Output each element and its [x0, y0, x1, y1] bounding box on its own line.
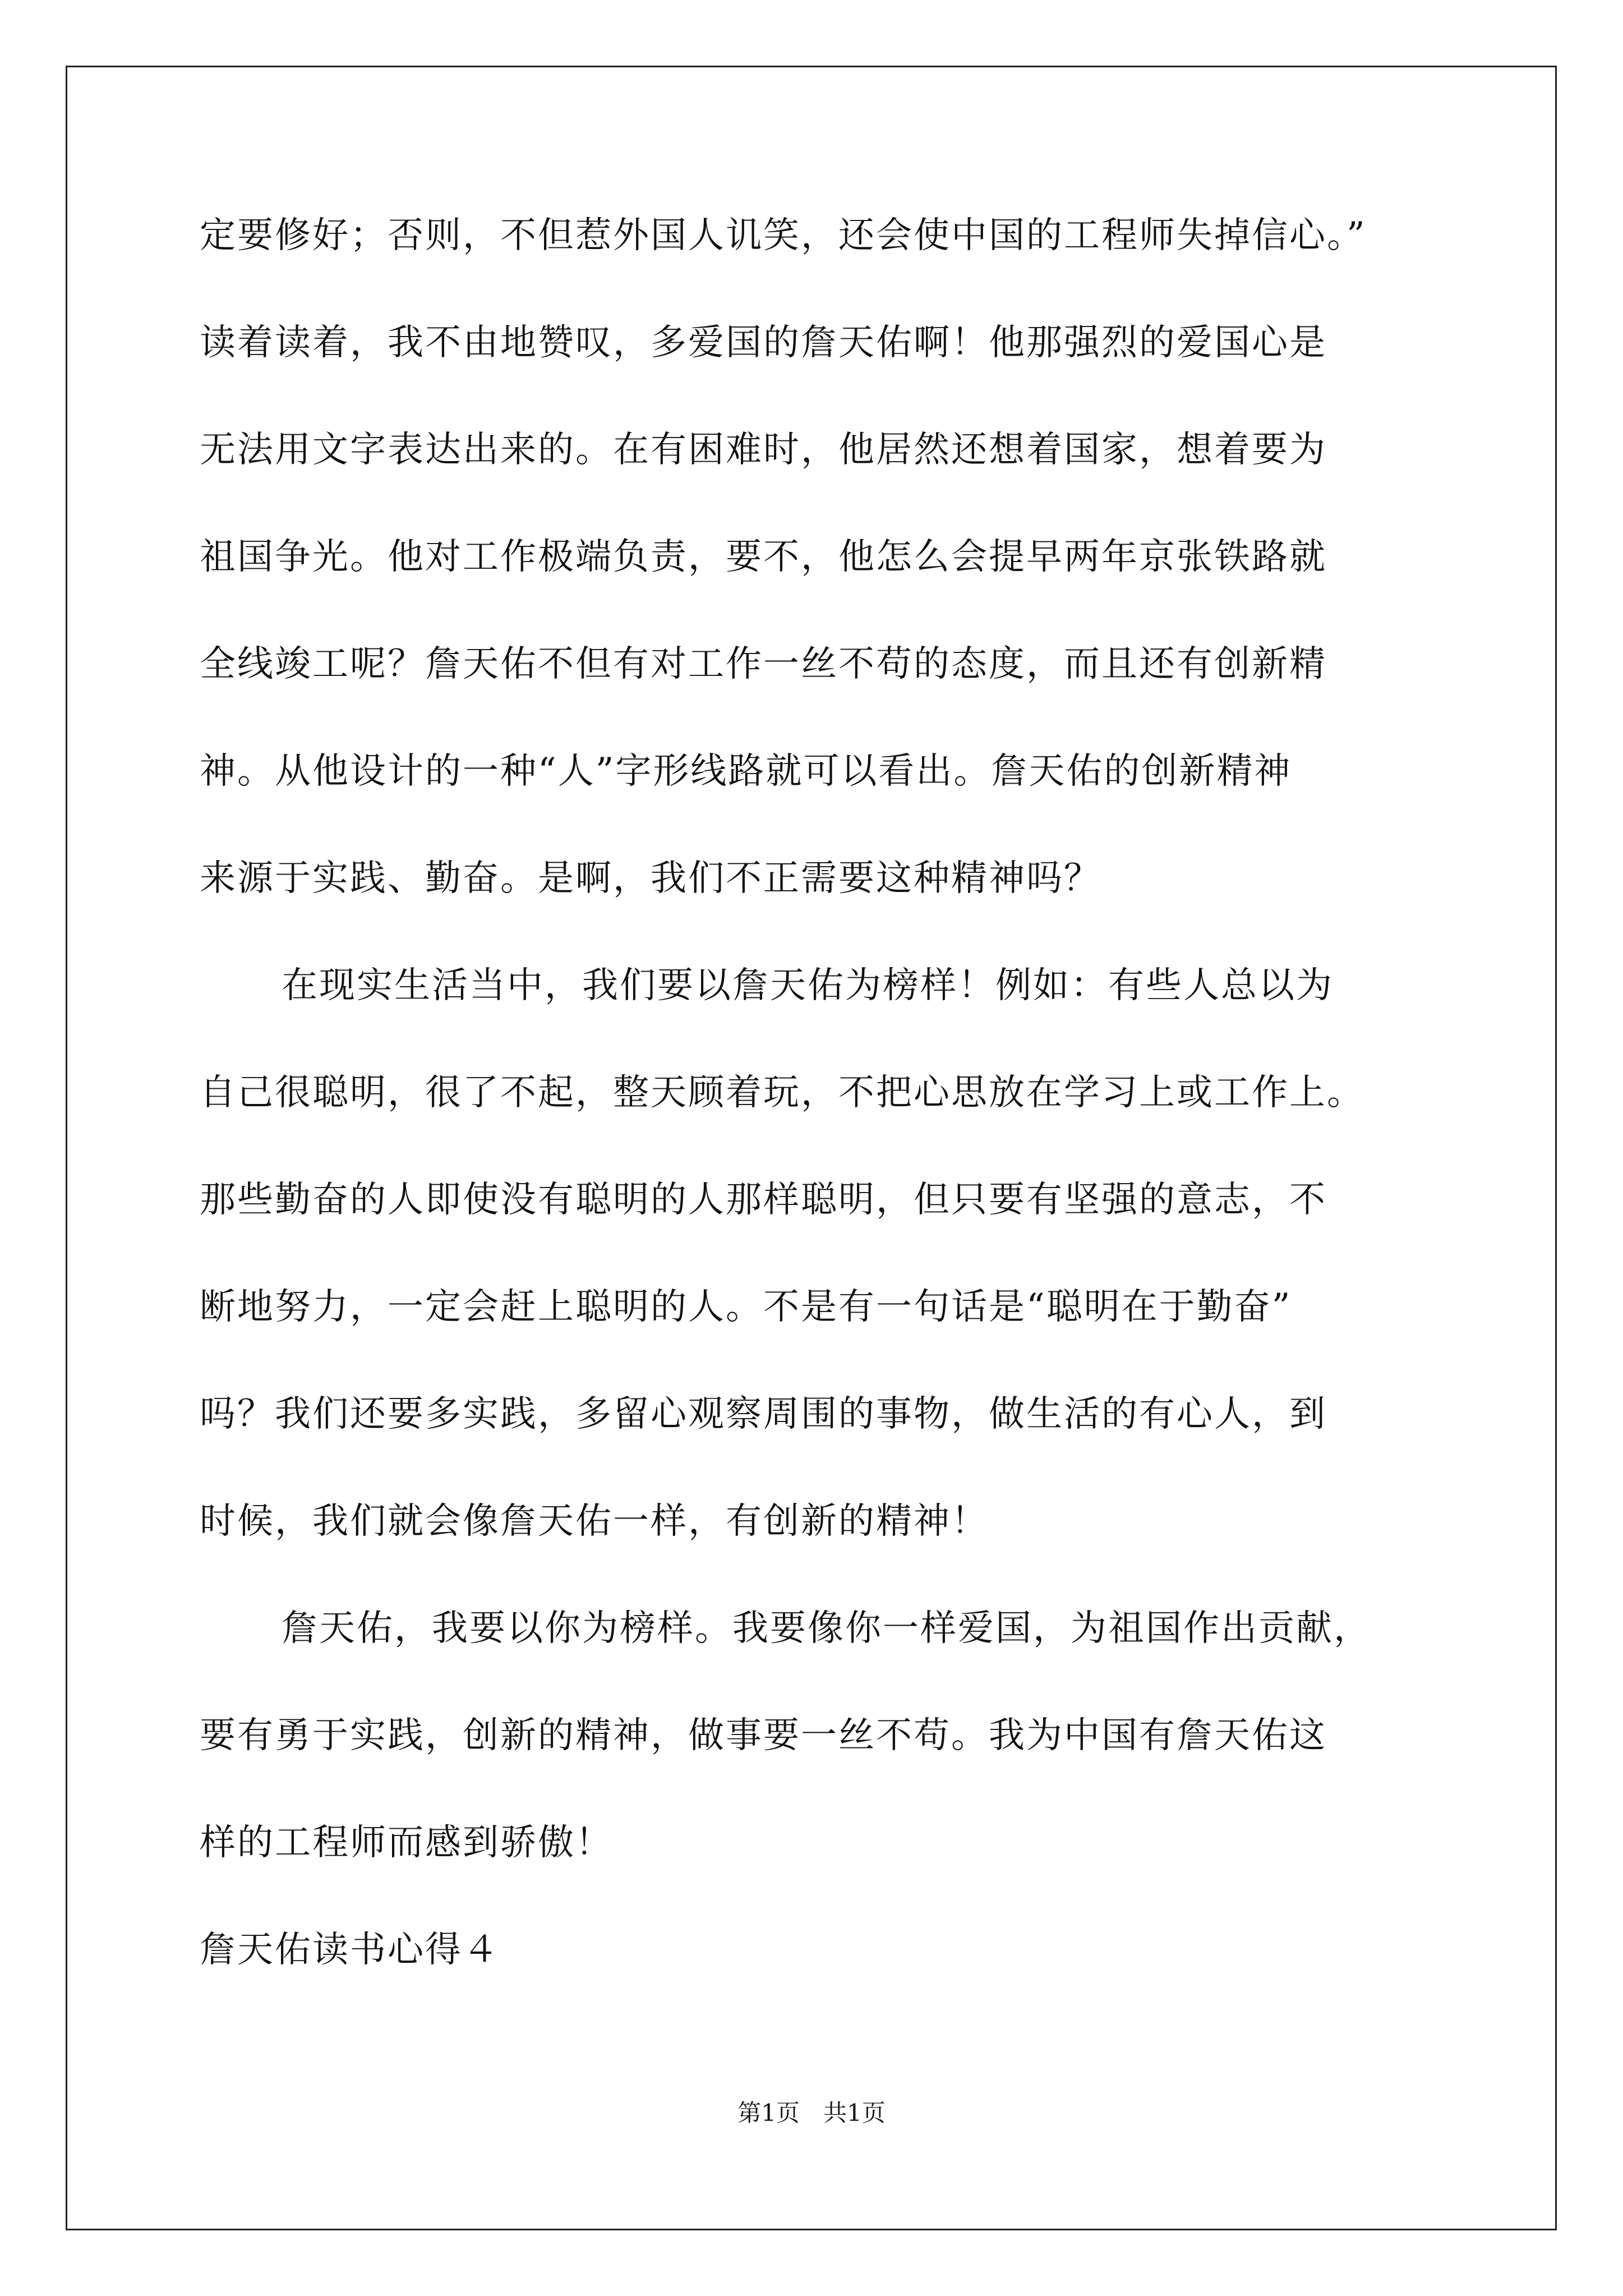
text-line: 那些勤奋的人即使没有聪明的人那样聪明，但只要有坚强的意志，不: [200, 1179, 1327, 1221]
document-body: [200, 213, 1467, 2035]
paragraph-start-line: 詹天佑，我要以你为榜样。我要像你一样爱国，为祖国作出贡献，: [282, 1608, 1371, 1649]
text-line: 定要修好；否则，不但惹外国人讥笑，还会使中国的工程师失掉信心。”: [200, 215, 1367, 256]
text-line: 时候，我们就会像詹天佑一样，有创新的精神！: [200, 1501, 989, 1542]
text-line: 要有勇于实践，创新的精神，做事要一丝不苟。我为中国有詹天佑这: [200, 1715, 1327, 1756]
text-line: 全线竣工呢？詹天佑不但有对工作一丝不苟的态度，而且还有创新精: [200, 643, 1327, 685]
section-heading: 詹天佑读书心得４: [200, 1929, 500, 1971]
text-line: 断地努力，一定会赶上聪明的人。不是有一句话是“聪明在于勤奋”: [200, 1286, 1292, 1328]
text-line: 来源于实践、勤奋。是啊，我们不正需要这种精神吗？: [200, 858, 1101, 899]
text-line: 无法用文字表达出来的。在有困难时，他居然还想着国家，想着要为: [200, 429, 1327, 471]
paragraph-start-line: 在现实生活当中，我们要以詹天佑为榜样！例如：有些人总以为: [282, 965, 1334, 1006]
text-line: 读着读着，我不由地赞叹，多爱国的詹天佑啊！他那强烈的爱国心是: [200, 322, 1327, 364]
text-line: 自己很聪明，很了不起，整天顾着玩，不把心思放在学习上或工作上。: [200, 1072, 1364, 1114]
page-footer: 第1页 共1页: [737, 2099, 886, 2127]
text-line: 样的工程师而感到骄傲！: [200, 1822, 613, 1864]
text-line: 吗？我们还要多实践，多留心观察周围的事物，做生活的有心人，到: [200, 1393, 1327, 1435]
text-line: 神。从他设计的一种“人”字形线路就可以看出。詹天佑的创新精神: [200, 751, 1292, 792]
text-line: 祖国争光。他对工作极端负责，要不，他怎么会提早两年京张铁路就: [200, 536, 1327, 578]
